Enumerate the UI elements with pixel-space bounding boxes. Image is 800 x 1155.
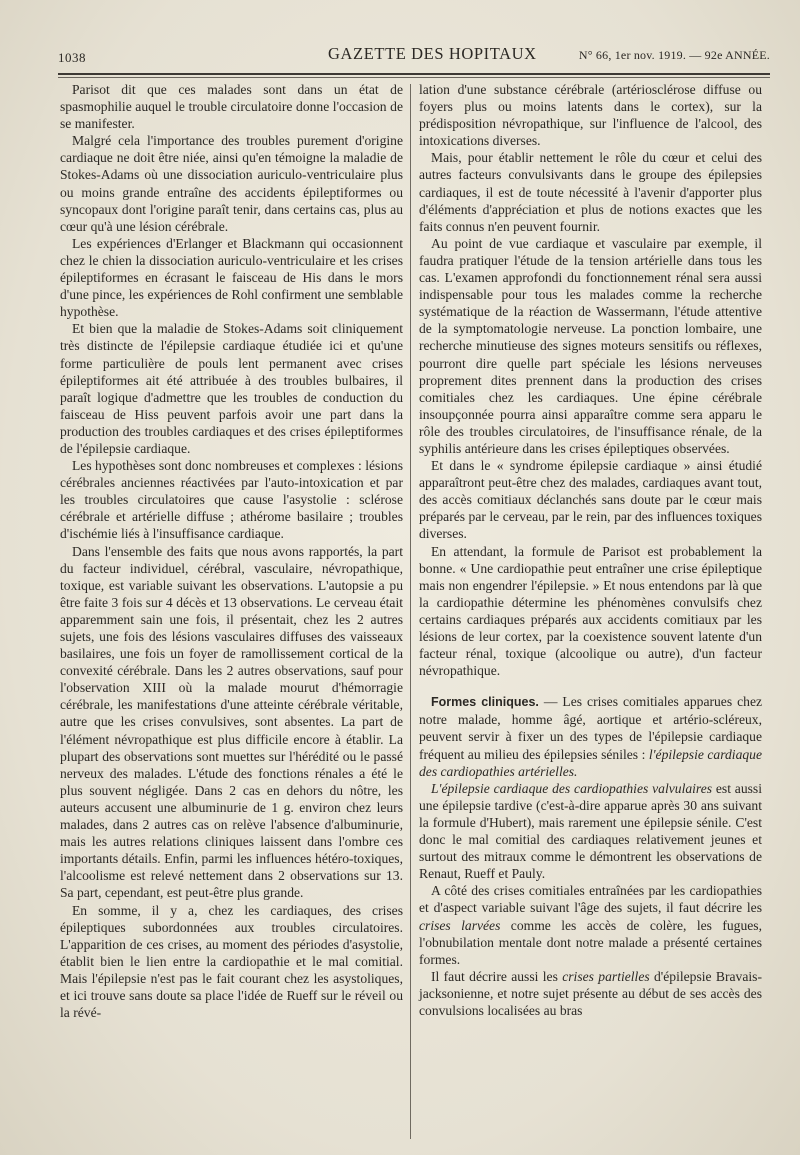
header-rule-thin [58, 77, 770, 78]
paragraph: Et bien que la maladie de Stokes-Adams soit cliniquement très distincte de l'épilepsie cardiaque étudiée ici et qu'une forme particulière de pouls lent permanent avec crises épileptiformes ait été attribuée à des troubles bulbaires, il paraît logique d'admettre que les troubles de conduction du faisceau de Hiss peuvent parfois avoir une part dans la production des troubles cardiaques et des crises épileptiformes de l'épilepsie cardiaque. [60, 321, 403, 456]
paragraph-text: comme les accès de colère, les fugues, l'obnubilation mentale dont notre malade a présenté certaines formes. [419, 917, 762, 967]
paragraph: Les hypothèses sont donc nombreuses et complexes : lésions cérébrales anciennes réactivées par l'auto-intoxication et par les troubles circulatoires que cause l'asystolie : sclérose cérébrale et artérielle diffuse ; athérome basilaire ; troubles d'ischémie liés à l'insuffisance cardiaque. [60, 458, 403, 542]
header-rule [58, 73, 770, 75]
paragraph-text: — Les crises comitiales apparues chez notre malade, homme âgé, aortique et artério-scléreux, peuvent servir à fixer un des types de l'épilepsie cardiaque fréquent au milieu des épilepsies séniles : [419, 694, 763, 762]
paragraph: Mais, pour établir nettement le rôle du cœur et celui des autres facteurs convulsivants dans le groupe des épilepsies cardiaques, il est de toute nécessité à l'avenir d'apporter plus d'éléments d'appréciation et plus de notions exactes que les faits connus n'en peuvent fournir. [419, 150, 762, 234]
left-column [60, 81, 403, 1141]
valvulaires-paragraph [419, 780, 762, 883]
italic-term: L'épilepsie cardiaque des cardiopathies valvulaires [431, 780, 713, 796]
right-column [419, 81, 762, 1141]
section-heading: Formes cliniques. [431, 695, 539, 710]
paragraph-text: Il faut décrire aussi les [431, 968, 563, 984]
paragraph: Dans l'ensemble des faits que nous avons rapportés, la part du facteur individuel, cérébral, vasculaire, névropathique, toxique, est variable suivant les observations. L'autopsie a pu être faite 3 fois sur 4 décès et 13 observations. Le cerveau était apparemment sain une fois, il présentait, chez les 2 autres sujets, une fois des lésions vasculaires diffuses des vaisseaux basilaires, une fois un foyer de ramollissement cortical de la convexité cérébrale. Dans les 2 autres observations, sauf pour l'observation XIII où la malade mourut d'hémorragie cérébrale, les manifestations d'une atteinte cérébrale véritable, autre que les crises convulsives, sont absentes. La part de l'élément névropathique est plus difficile encore à établir. La plupart des observations sont muettes sur l'hérédité ou le passé nerveux des malades. L'étude des fonctions rénales a été le plus souvent négligée. Dans 2 cas en dehors du nôtre, les auteurs accusent une albuminurie de 1 g. environ chez leurs malades, dans 2 autres cas on relève l'absence d'albuminurie, mais les autres relations cliniques laissent dans l'ombre ces importants détails. Enfin, parmi les influences hétéro-toxiques, l'alcoolisme est relevé nettement dans 2 observations sur 13. Sa part, cependant, est peut-être plus grande. [60, 543, 403, 901]
formes-cliniques-paragraph [419, 693, 762, 779]
italic-term: crises partielles [562, 968, 650, 984]
paragraph: Au point de vue cardiaque et vasculaire par exemple, il faudra pratiquer l'étude de la tension artérielle dans tous les cas. L'examen approfondi du fonctionnement rénal sera aussi indispensable pour tous les malades comme la recherche systématique de la réaction de Wassermann, l'étude attentive de la symptomatologie nerveuse. La ponction lombaire, une recherche minutieuse des signes moteurs sensitifs ou réflexes, pourront dire quelle part spéciale les lésions nerveuses proprement dites prennent dans la production des crises comitiales chez les cardiaques. Une épine cérébrale insoupçonnée pourra ainsi apparaître comme sera apparu le rôle des troubles circulatoires, de l'insuffisance rénale, de la syphilis antérieure dans les crises épileptiques observées. [419, 235, 762, 456]
italic-term: l'épilepsie cardiaque des cardiopathies artérielles. [419, 746, 762, 779]
journal-title: GAZETTE DES HOPITAUX [328, 44, 537, 63]
paragraph: En attendant, la formule de Parisot est probablement la bonne. « Une cardiopathie peut entraîner une crise épileptique mais non engendrer l'épilepsie. » Et nous entendons par là que la cardiopathie détermine les phénomènes convulsifs chez certains cardiaques préparés aux accidents comitiaux par les lésions de leur cortex, par la coexistence souvent latente d'un facteur rénal, toxique (alcoolique ou autre), d'un facteur névropathique. [419, 543, 762, 679]
paragraph-text: A côté des crises comitiales entraînées par les cardiopathies et d'aspect variable suivant l'âge des sujets, il faut décrire les [419, 883, 762, 916]
paragraph: Et dans le « syndrome épilepsie cardiaque » ainsi étudié apparaîtront peut-être chez des malades, cardiaques avant tout, des accès comitiaux déclanchés sans doute par le cœur mais préparés par le cerveau, par le rein, par des influences toxiques diverses. [419, 458, 762, 542]
partielles-paragraph [419, 968, 762, 1019]
issue-info: N° 66, 1er nov. 1919. — 92e ANNÉE. [578, 48, 770, 62]
paragraph: En somme, il y a, chez les cardiaques, des crises épileptiques subordonnées aux troubles circulatoires. L'apparition de ces crises, au moment des périodes d'asystolie, établit bien le lien entre la cardiopathie et le mal comitial. Mais l'épilepsie n'est pas le fait courant chez les asystoliques, et ici trouve sans doute sa place l'idée de Rueff sur le réveil ou la révé- [60, 902, 403, 1021]
paragraph-text: est aussi une épilepsie tardive (c'est-à-dire apparue après 30 ans suivant la formule d'Hubert), mais rarement une épilepsie sénile. C'est donc le mal comitial des cardiaques relativement jeunes et surtout des mitraux comme le démontrent les observations de Renaut, Rueff et Pauly. [419, 780, 762, 882]
column-divider [410, 84, 411, 1139]
paragraph: Parisot dit que ces malades sont dans un état de spasmophilie auquel le trouble circulatoire donne l'occasion de se manifester. [60, 82, 403, 132]
paragraph: Malgré cela l'importance des troubles purement d'origine cardiaque ne doit être niée, ainsi qu'en témoigne la maladie de Stokes-Adams où une dissociation auriculo-ventriculaire plus ou moins grande entraîne des accidents épileptiformes ou syncopaux dont l'origine paraît tenir, dans certains cas, plus au cœur qu'à une lésion cérébrale. [60, 133, 403, 234]
paragraph: Les expériences d'Erlanger et Blackmann qui occasionnent chez le chien la dissociation auriculo-ventriculaire et les crises épileptiformes en écrasant le faisceau de His dans le mors d'une pince, les expériences de Rohl confirment une semblable hypothèse. [60, 235, 403, 320]
paragraph-text: d'épilepsie Bravais-jacksonienne, et notre sujet présente au début de ses accès des convulsions localisées au bras [419, 968, 762, 1018]
page-header [58, 40, 770, 74]
larvees-paragraph [419, 882, 762, 967]
italic-term: crises larvées [419, 917, 501, 933]
paragraph: lation d'une substance cérébrale (artériosclérose diffuse ou foyers plus ou moins latents dans le cortex), sur la prédisposition névropathique, sur l'influence de l'alcool, des intoxications diverses. [419, 82, 762, 149]
page-number: 1038 [58, 50, 86, 65]
